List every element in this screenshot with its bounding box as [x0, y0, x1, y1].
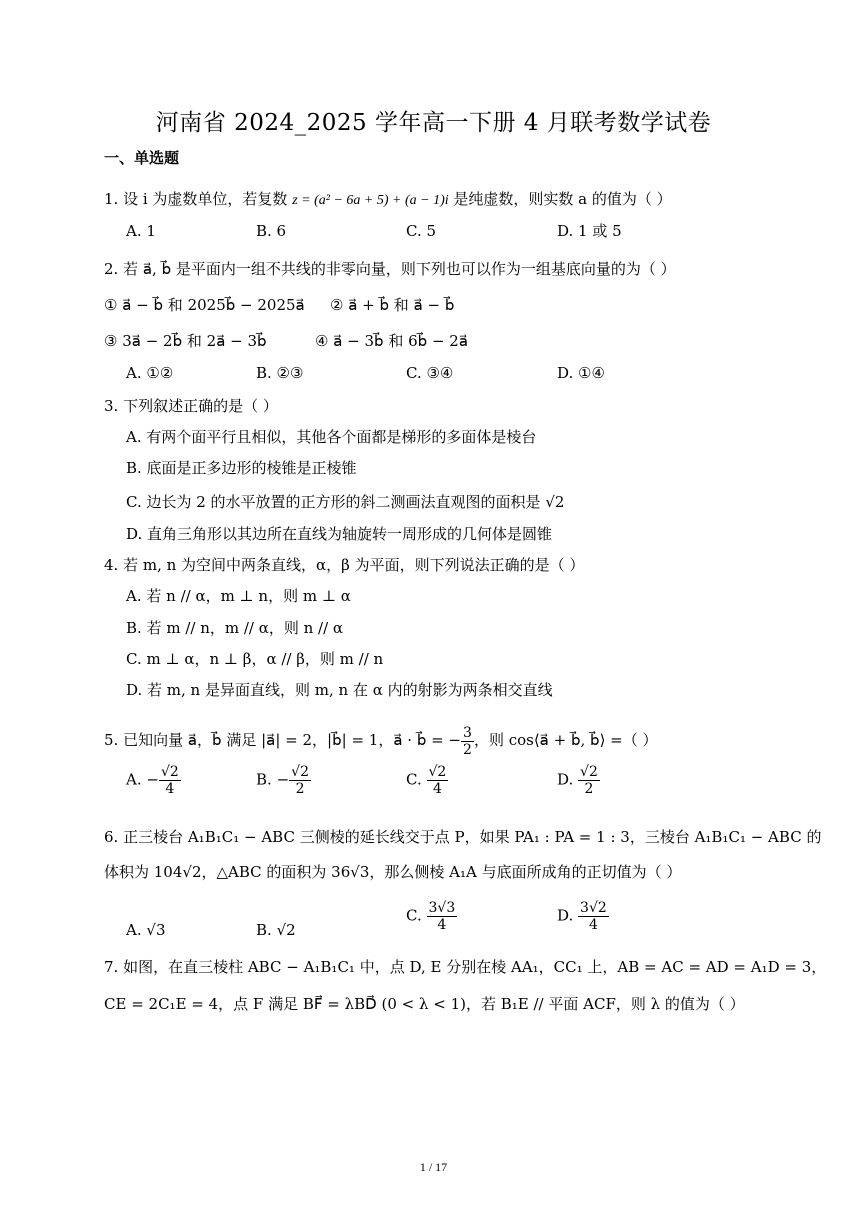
q3-option-b: B. 底面是正多边形的棱锥是正棱锥	[126, 459, 357, 477]
question-3-stem: 3. 下列叙述正确的是（ ）	[104, 397, 278, 415]
q5-d-num: √2	[580, 764, 598, 780]
q5-option-a	[126, 764, 181, 797]
q2-option-a: A. ①②	[126, 364, 174, 382]
q5-d-label: D.	[557, 770, 574, 789]
q6-d-frac	[578, 900, 609, 933]
q1-stem-b: 是纯虚数，则实数 a 的值为（ ）	[453, 190, 672, 208]
q6-option-b	[256, 920, 296, 940]
q5-b-label: B.	[256, 770, 272, 789]
q5-option-d	[557, 764, 600, 797]
q5-d-den: 2	[584, 781, 594, 797]
q6-a-label: A.	[126, 921, 142, 939]
q5-c-den: 4	[432, 781, 442, 797]
q1-stem-a: 1. 设 i 为虚数单位，若复数	[104, 190, 288, 208]
q1-option-b: B. 6	[256, 222, 287, 240]
question-2-stem: 2. 若 a⃗, b⃗ 是平面内一组不共线的非零向量，则下列也可以作为一组基底向量的为（ ）	[104, 260, 676, 278]
q6-option-c	[406, 900, 457, 933]
q4-option-a: A. 若 n // α，m ⊥ n，则 m ⊥ α	[126, 587, 351, 605]
q3-option-c: C. 边长为 2 的水平放置的正方形的斜二测画法直观图的面积是 √2	[126, 493, 565, 511]
q6-d-label: D.	[557, 906, 574, 925]
q5-c-frac	[427, 764, 449, 797]
q5-fraction	[461, 725, 474, 758]
q1-option-d: D. 1 或 5	[557, 222, 622, 240]
q6-b-text: √2	[276, 921, 296, 939]
q6-c-den: 4	[437, 917, 447, 933]
q5-a-sign: −	[146, 770, 159, 789]
q6-c-frac	[427, 900, 458, 933]
q5-frac-num: 3	[463, 724, 472, 741]
q5-b-frac	[289, 764, 311, 797]
q1-option-c: C. 5	[406, 222, 437, 240]
q4-option-c: C. m ⊥ α，n ⊥ β，α // β，则 m // n	[126, 650, 384, 668]
q5-option-c	[406, 764, 448, 797]
q4-option-b: B. 若 m // n，m // α，则 n // α	[126, 619, 344, 637]
q2-item-2: ② a⃗ + b⃗ 和 a⃗ − b⃗	[330, 296, 455, 314]
q5-stem-a: 5. 已知向量 a⃗，b⃗ 满足 |a⃗| = 2，|b⃗| = 1，a⃗ · b⃗ = −	[104, 731, 462, 749]
q5-a-den: 4	[165, 781, 175, 797]
q6-d-num: 3√2	[580, 900, 607, 916]
q5-b-sign: −	[276, 770, 290, 789]
q5-c-num: √2	[428, 764, 447, 780]
q6-b-label: B.	[256, 921, 272, 939]
question-1-stem	[104, 189, 672, 211]
q2-item-1: ① a⃗ − b⃗ 和 2025b⃗ − 2025a⃗	[104, 296, 305, 314]
q6-c-label: C.	[406, 906, 422, 925]
question-7-line-2: CE = 2C₁E = 4，点 F 满足 BF⃗ = λBD⃗ (0 < λ < 1)，若 B₁E // 平面 ACF，则 λ 的值为（ ）	[104, 995, 745, 1013]
q2-option-d: D. ①④	[557, 364, 605, 382]
q5-a-label: A.	[126, 770, 142, 789]
q6-option-d	[557, 900, 609, 933]
question-6-line-1: 6. 正三棱台 A₁B₁C₁ − ABC 三侧棱的延长线交于点 P，如果 PA₁ : PA = 1 : 3，三棱台 A₁B₁C₁ − ABC 的	[104, 828, 822, 846]
q2-item-4: ④ a⃗ − 3b⃗ 和 6b⃗ − 2a⃗	[315, 332, 469, 350]
q6-c-num: 3√3	[428, 900, 456, 916]
question-5-stem	[104, 722, 658, 758]
question-7-line-1: 7. 如图，在直三棱柱 ABC − A₁B₁C₁ 中，点 D, E 分别在棱 AA₁，CC₁ 上，AB = AC = AD = A₁D = 3，	[104, 958, 827, 976]
q5-d-frac	[578, 764, 600, 797]
q5-stem-b: ，则 cos⟨a⃗ + b⃗, b⃗⟩ =（ ）	[473, 731, 658, 749]
q2-option-b: B. ②③	[256, 364, 304, 382]
q2-item-3: ③ 3a⃗ − 2b⃗ 和 2a⃗ − 3b⃗	[104, 332, 267, 350]
q5-b-num: √2	[291, 764, 309, 780]
q5-b-den: 2	[295, 781, 305, 797]
q3-option-a: A. 有两个面平行且相似，其他各个面都是梯形的多面体是棱台	[126, 428, 537, 446]
question-4-stem: 4. 若 m, n 为空间中两条直线，α，β 为平面，则下列说法正确的是（ ）	[104, 556, 585, 574]
page-title: 河南省 2024_2025 学年高一下册 4 月联考数学试卷	[155, 110, 712, 136]
page-number: 1 / 17	[419, 1160, 448, 1174]
section-heading: 一、单选题	[104, 149, 180, 167]
q1-math: z = (a² − 6a + 5) + (a − 1)i	[292, 193, 449, 208]
q6-d-den: 4	[588, 917, 598, 933]
q6-a-text: √3	[146, 921, 166, 939]
q4-option-d: D. 若 m, n 是异面直线，则 m, n 在 α 内的射影为两条相交直线	[126, 681, 553, 699]
q5-a-num: √2	[160, 764, 179, 780]
q6-option-a	[126, 920, 166, 940]
q5-c-label: C.	[406, 770, 422, 789]
q2-option-c: C. ③④	[406, 364, 454, 382]
question-6-line-2: 体积为 104√2，△ABC 的面积为 36√3，那么侧棱 A₁A 与底面所成角的正切值为（ ）	[104, 863, 682, 881]
q5-option-b	[256, 764, 311, 797]
q1-option-a: A. 1	[126, 222, 156, 240]
q5-a-frac	[159, 764, 181, 797]
q3-option-d: D. 直角三角形以其边所在直线为轴旋转一周形成的几何体是圆锥	[126, 525, 553, 543]
q5-frac-den: 2	[463, 741, 472, 758]
